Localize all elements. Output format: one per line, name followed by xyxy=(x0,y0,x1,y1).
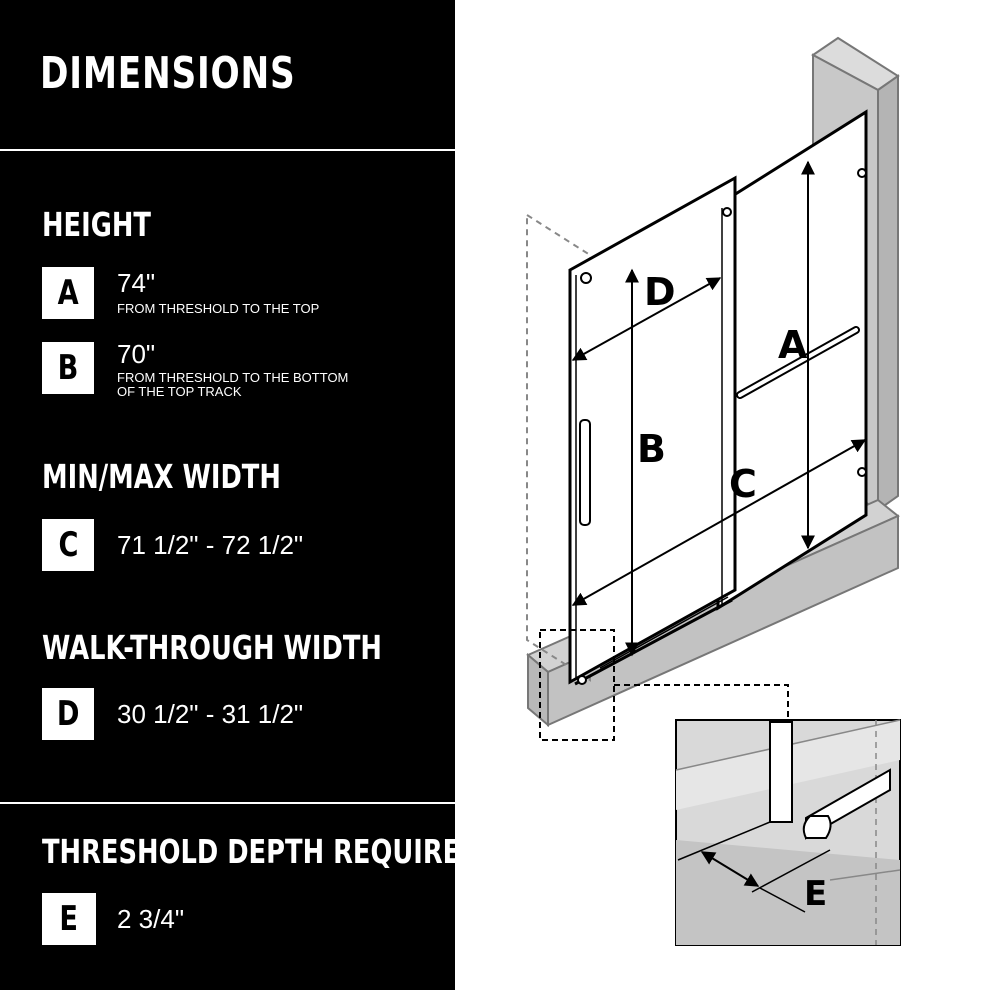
door-handle xyxy=(580,420,590,525)
detail-leader xyxy=(614,685,788,720)
width-heading: MIN/MAX WIDTH xyxy=(42,457,281,496)
badge-e xyxy=(42,893,96,945)
divider xyxy=(0,149,455,151)
height-heading: HEIGHT xyxy=(42,205,151,244)
shower-door-diagram xyxy=(455,0,990,990)
dimensions-panel xyxy=(0,0,482,990)
badge-c-letter: C xyxy=(58,525,78,565)
badge-a-letter: A xyxy=(57,273,79,313)
badge-a xyxy=(42,267,94,319)
label-e: E xyxy=(804,874,828,914)
label-a: A xyxy=(778,323,808,367)
threshold-detail xyxy=(676,720,900,945)
label-c: C xyxy=(729,462,757,506)
badge-c xyxy=(42,519,94,571)
width-c-value: 71 1/2" - 72 1/2" xyxy=(117,530,304,560)
label-b: B xyxy=(637,427,666,471)
height-b-value: 70" xyxy=(117,339,156,369)
height-a-value: 74" xyxy=(117,268,156,298)
height-a-desc: FROM THRESHOLD TO THE TOP xyxy=(117,301,320,316)
badge-b-letter: B xyxy=(57,348,79,388)
height-b-desc-line2: OF THE TOP TRACK xyxy=(117,384,242,399)
divider xyxy=(0,802,455,804)
badge-d-letter: D xyxy=(56,694,80,734)
threshold-e-value: 2 3/4" xyxy=(117,904,185,934)
badge-d xyxy=(42,688,94,740)
label-d: D xyxy=(644,270,676,314)
threshold-heading: THRESHOLD DEPTH REQUIRED xyxy=(42,832,482,871)
page-title: DIMENSIONS xyxy=(40,48,296,99)
height-b-desc-line1: FROM THRESHOLD TO THE BOTTOM xyxy=(117,370,349,385)
badge-b xyxy=(42,342,94,394)
walk-d-value: 30 1/2" - 31 1/2" xyxy=(117,699,304,729)
walk-heading: WALK-THROUGH WIDTH xyxy=(42,628,382,667)
badge-e-letter: E xyxy=(59,899,79,939)
